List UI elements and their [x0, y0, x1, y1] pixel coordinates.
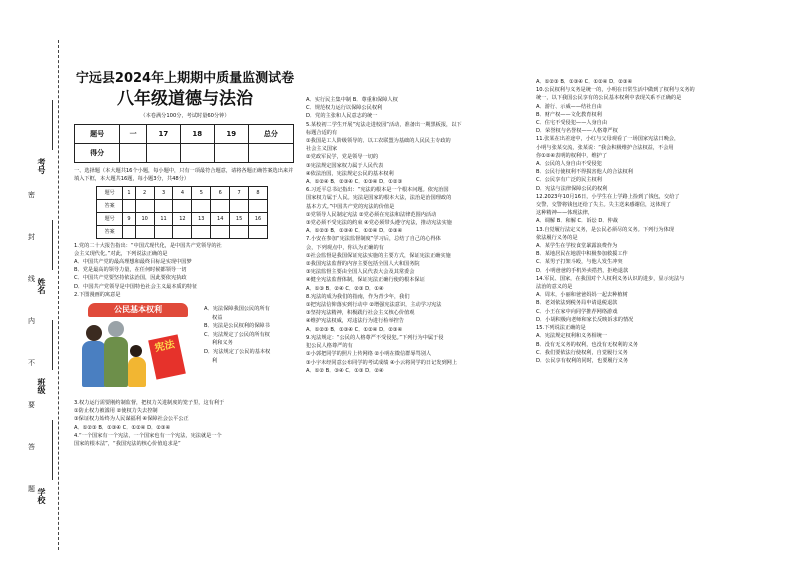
score-header: 总分: [248, 125, 293, 144]
text-line: 会，下列观点中，你认为正确的有: [306, 244, 384, 251]
score-header: 17: [146, 125, 180, 144]
text-line: ③小宇未经同意公布同学的考试成绩 ④小云将同学的日记发到网上: [306, 359, 458, 366]
question-line: 国家的根本法”，“我国宪法的核心价值追求是”: [74, 441, 181, 448]
answer-cell[interactable]: [192, 225, 211, 238]
text-line: ①我国是工人阶级领导的、以工农联盟为基础的人民民主专政的: [306, 138, 451, 145]
answer-grid: [96, 186, 268, 239]
option-line: 权益: [212, 314, 223, 321]
grid-cell: 4: [173, 186, 192, 199]
question-line: 会主义现代化。”对此，下列说法正确的是: [74, 250, 168, 257]
text-line: 6.习近平总书记指出：“宪法的根本是一个根本问题。依宪治国: [306, 187, 449, 194]
person-head: [130, 345, 142, 357]
option-line: A．①②③ B．①③④ C．①②④ D．②③④: [74, 424, 171, 431]
answer-cell[interactable]: [249, 225, 268, 238]
grid-cell: 11: [154, 212, 173, 225]
grid-cell: 12: [173, 212, 192, 225]
question-line: 3.权力运行需要刚约制监督，把权力关进制度的笼子里，这有利于: [74, 400, 225, 407]
option-line: C．宪法规定了公民的所有权: [204, 331, 270, 338]
text-line: 交警，交警将钱包还给了失主。失主送来感谢信，这体现了: [536, 202, 671, 209]
seal-char: 答: [28, 443, 35, 451]
grid-cell: 答案: [97, 199, 123, 212]
margin-label-school: 学校: [37, 488, 46, 504]
text-line: 你①②④表明的权利中，维护了: [536, 152, 608, 159]
answer-cell[interactable]: [230, 225, 249, 238]
text-line: A．①②③ B．①③④ C．①②④ D．②③④: [536, 79, 633, 85]
grid-cell: 答案: [97, 225, 123, 238]
text-line: A．某学生在学校食堂暴露浪费作为: [536, 243, 618, 250]
text-line: 5.某校初二学生开展“宪法走进校园”活动，准备出一期黑板报，以下: [306, 121, 462, 128]
margin-label-exam-number: 考号: [37, 158, 46, 174]
text-line: C．住宅不受侵犯——人身自由: [536, 120, 608, 127]
person-head: [108, 321, 124, 337]
person-body: [128, 357, 146, 387]
score-cell[interactable]: [146, 144, 180, 163]
text-line: 标题合适的有: [306, 129, 338, 136]
text-line: A．调解 B．和解 C．诉讼 D．仲裁: [536, 218, 618, 225]
text-line: 15.下列说法正确的是: [536, 325, 586, 332]
question-line: 1.党的二十大报告指出：“中国式现代化，是中国共产党领导的社: [74, 242, 222, 249]
grid-cell: 题号: [97, 186, 123, 199]
text-line: 11.张某在出差途中，小红与父母观看了一场国家宪法日晚会，: [536, 136, 680, 143]
text-line: A．①② B．③④ C．①③ D．②④: [306, 367, 384, 374]
grid-cell: 3: [154, 186, 173, 199]
cartoon-poster: [78, 301, 198, 393]
fill-line[interactable]: [52, 420, 53, 480]
answer-cell[interactable]: [135, 225, 154, 238]
text-line: 小明与张某交流，张某说：“我会积极维护合法权益，不会用: [536, 144, 674, 151]
text-line: 10.公民权利与义务是统一的，小明在日常生活中做到了权利与义务的: [536, 87, 695, 94]
grid-cell: 14: [211, 212, 230, 225]
answer-cell[interactable]: [230, 199, 249, 212]
grid-cell: 1: [123, 186, 135, 199]
text-line: B．某地居民在地震中积极参加救援工作: [536, 251, 628, 258]
text-line: ④健全宪法监督体制，保证宪法正确行使的根本保证: [306, 277, 425, 284]
text-line: ③党必须不受宪法的约束 ④党必须带头遵守宪法，推动宪法实施: [306, 220, 452, 227]
text-line: 国家权力属于人民。宪法是国家的根本大法，法治是治国理政的: [306, 195, 452, 202]
text-line: A．①②③ B．①③④ C．①②④ D．②③④: [306, 326, 403, 333]
subject-title: 八年级道德与法治: [117, 89, 253, 109]
score-cell[interactable]: [214, 144, 248, 163]
fill-line[interactable]: [52, 220, 53, 270]
constitution-book: 宪法: [148, 334, 186, 379]
grid-cell: 9: [123, 212, 135, 225]
option-line: A．宪法保障我国公民的所有: [204, 306, 270, 313]
text-line: 7.小安在参加“宪法监督制度”学习后，总结了自己的心得体: [306, 236, 441, 243]
grid-cell: 8: [249, 186, 268, 199]
score-label: 得分: [75, 144, 120, 163]
exam-title: 宁远县2024年上期期中质量监测试卷: [75, 71, 295, 86]
option-line: ①防止权力被滥用 ②使权力失去控制: [74, 408, 158, 415]
text-line: C．规范权力运行以保障公民权利: [306, 105, 383, 112]
text-line: C．公民享有广泛的民主权利: [536, 177, 602, 184]
score-header: 18: [180, 125, 214, 144]
answer-cell[interactable]: [154, 225, 173, 238]
score-cell[interactable]: [180, 144, 214, 163]
seal-char: 要: [28, 401, 35, 409]
score-cell[interactable]: [120, 144, 147, 163]
q2-block: [74, 301, 296, 399]
text-line: A．周末，小丽和爸爸妈妈一起去种植树: [536, 292, 628, 299]
text-line: ③坚持宪法精神，积极践行社会主义核心价值观: [306, 310, 415, 317]
score-cell[interactable]: [248, 144, 293, 163]
text-line: 12.2023年10月16日，小学生在上学路上捡到了钱包，交给了: [536, 193, 680, 200]
text-line: A．①③ B．②④ C．②③ D．①④: [306, 285, 384, 292]
q2-options: [204, 305, 270, 365]
option-line: D．中国共产党领导是中国特色社会主义最本质的特征: [74, 283, 198, 290]
seal-char: 内: [28, 317, 35, 325]
grid-cell: 16: [249, 212, 268, 225]
option-line: A．中国共产党的最高理想和最终目标是实现中国梦: [74, 259, 192, 266]
text-line: ①社会监督是我国保证宪法实施的主要方式，保证宪法正确实施: [306, 252, 451, 259]
text-line: 这种精神——体现法律，: [536, 210, 594, 217]
text-line: D．小明爸爸的手机外卖搭挡，拒绝退款: [536, 267, 629, 274]
answer-cell[interactable]: [123, 199, 135, 212]
text-line: ①党领导人民制定宪法 ②党必须在宪法和法律范围内活动: [306, 211, 437, 218]
option-line: 利和义务: [212, 340, 233, 347]
text-line: ④维护宪法权威，对违法行为进行检举控告: [306, 318, 405, 325]
grid-cell: 6: [211, 186, 230, 199]
text-line: A．①②③ B．①③④ C．①②④ D．②③④: [306, 228, 403, 235]
text-line: ②党政军民学，党是领导一切的: [306, 154, 379, 161]
text-line: 依法履行义务的是: [536, 234, 578, 241]
grid-cell: 15: [230, 212, 249, 225]
seal-line: [58, 40, 59, 550]
text-line: B．老刘依法到税务局申请退税退款: [536, 300, 618, 307]
col1-questions: [74, 242, 296, 299]
seal-char: 封: [28, 233, 35, 241]
grid-cell: 13: [192, 212, 211, 225]
text-line: C．某男子打架斗殴，与他人发生冲突: [536, 259, 623, 266]
text-line: 统一，以下我国公民享有的公民基本权利中表现关系不正确的是: [536, 95, 682, 102]
text-line: 基本方式。”中国共产党的宪法的价值是: [306, 203, 395, 210]
column-1: [74, 0, 296, 448]
grid-cell: 2: [135, 186, 154, 199]
text-line: C．我们要依法行使权利，自觉履行义务: [536, 349, 628, 356]
question-line: 2.下图漫画的寓意是: [74, 291, 121, 298]
option-line: C．中国共产党要坚持依法治国，因此要依宪执政: [74, 275, 187, 282]
text-line: 法治的意义的是: [536, 284, 573, 291]
text-line: A．宪法规定权利和义务相统一: [536, 333, 607, 340]
text-line: D．公民享有权利的同时，也要履行义务: [536, 357, 629, 364]
option-line: D．宪法规定了公民的基本权: [204, 349, 271, 355]
seal-char: 线: [28, 275, 35, 283]
text-line: 社会主义国家: [306, 146, 338, 153]
seal-char: 题: [28, 485, 35, 493]
grid-cell: 题号: [97, 212, 123, 225]
person-body: [82, 341, 106, 387]
column-2: [306, 96, 528, 375]
text-line: ①小郭把同学的照片上传网络 ②小明在微信群辱骂别人: [306, 351, 432, 358]
answer-cell[interactable]: [192, 199, 211, 212]
seal-char: 不: [28, 359, 35, 367]
text-line: D．宪法与法律保障公民的权利: [536, 185, 608, 192]
option-line: ③保证权力始终为人民谋福利 ④保障社会公平公正: [74, 416, 189, 423]
margin-label-class: 班级: [37, 378, 46, 394]
text-line: ④依法治国，宪法规定公民的基本权利: [306, 170, 394, 177]
answer-cell[interactable]: [211, 225, 230, 238]
person-body: [104, 337, 128, 387]
answer-cell[interactable]: [173, 225, 192, 238]
answer-cell[interactable]: [154, 199, 173, 212]
option-line: B．党是最高的领导力量，在任何时候都领导一切: [74, 267, 187, 274]
text-line: D．小胡积极向老师和家长反映诉求的情况: [536, 316, 634, 323]
fill-line[interactable]: [52, 320, 53, 370]
section1-heading: 一、选择题（本大题共16个小题，每小题中，只有一项最符合题意，请将各题正确答案选出来并填入下框，本大题共16题，每小题3分，共48分）: [74, 168, 294, 183]
score-header: 题号: [75, 125, 120, 144]
text-line: 8.宪法的成为我们的指南，作为青少年，我们: [306, 293, 410, 300]
person-head: [86, 325, 102, 341]
text-line: D．荣誉权与名誉权——人格尊严权: [536, 128, 618, 135]
grid-cell: 7: [230, 186, 249, 199]
text-line: B．没有无义务的权利，也没有无权利的义务: [536, 341, 639, 348]
answer-cell[interactable]: [123, 225, 135, 238]
seal-char: 密: [28, 191, 35, 199]
option-line: B．宪法是公民权利的保障书: [204, 323, 270, 330]
text-line: ③宪法规定国家权力属于人民代表: [306, 162, 384, 169]
col1-questions-b: [74, 399, 296, 448]
text-line: A．①②④ B．②③④ C．①③④ D．①②③: [306, 179, 403, 186]
score-header: 一: [120, 125, 147, 144]
text-line: B．财产权——文化教育权利: [536, 111, 602, 118]
grid-cell: 10: [135, 212, 154, 225]
column-3: [536, 78, 776, 365]
text-line: 犯公民人格尊严的有: [306, 343, 353, 350]
text-line: A．实行民主集中制 B．尊重和保障人权: [306, 97, 398, 103]
poster-banner: 公民基本权利: [88, 303, 188, 317]
text-line: ①把宪法信仰落实到行动中 ②增强宪法意识，主动学习宪法: [306, 302, 442, 309]
grid-cell: 5: [192, 186, 211, 199]
option-line: 利: [212, 357, 218, 364]
question-line: 4.“一个国家有一个宪法，一个国家也有一个宪法，宪法就是一个: [74, 432, 222, 439]
text-line: C．小王在家中向同学推荐网络游戏: [536, 308, 618, 315]
binding-margin: [6, 40, 68, 550]
text-line: ②我国宪法监督的内容主要包括全国人大和国务院: [306, 261, 420, 268]
answer-cell[interactable]: [135, 199, 154, 212]
text-line: 13.自觉履行法定义务，是公民必须尽的义务。下列行为体现: [536, 226, 674, 233]
text-line: 14.军民、国家，在我国对个人权利义务认识的进步，显示宪法与: [536, 275, 685, 282]
margin-label-name: 姓名: [37, 278, 46, 294]
text-line: 9.宪法规定：“公民的人格尊严不受侵犯。”下列行为中属于侵: [306, 334, 444, 341]
text-line: A．公民的人身自由不受侵犯: [536, 161, 602, 168]
text-line: B．公民行使权利不得损害他人的合法权利: [536, 169, 633, 176]
text-line: A．游行、示威——结社自由: [536, 103, 602, 110]
score-header: 19: [214, 125, 248, 144]
answer-cell[interactable]: [249, 199, 268, 212]
score-table: [74, 124, 294, 163]
fill-line[interactable]: [52, 100, 53, 150]
text-line: D．党的主张和人民意志的统一: [306, 113, 378, 120]
answer-cell[interactable]: [211, 199, 230, 212]
answer-cell[interactable]: [173, 199, 192, 212]
exam-note: （本卷满分100分，考试时量60分钟）: [140, 113, 230, 119]
text-line: ③宪法监督主要由全国人民代表大会及其常委会: [306, 269, 415, 276]
